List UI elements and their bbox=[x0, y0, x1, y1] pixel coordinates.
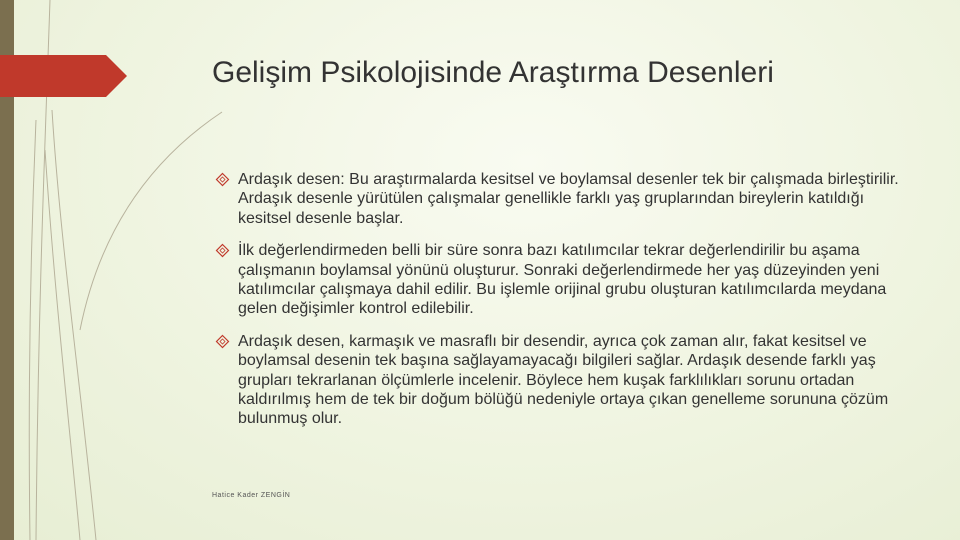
diamond-outline-icon bbox=[215, 172, 230, 187]
bullet-list bbox=[214, 170, 914, 442]
bullet-text: İlk değerlendirmeden belli bir süre sonra bazı katılımcılar tekrar değerlendirilir bu aşama çalışmanın boylamsal yönünü oluşturur. Sonraki değerlendirmede her yaş düzeyinden yeni katılımcılar çalışmaya dahil edilir. Bu işlemle orijinal grubu oluşturan katılımcılarda meydana gelen değişimler kontrol edilebilir. bbox=[238, 242, 887, 318]
diamond-outline-icon bbox=[215, 243, 230, 258]
slide-footer-author: Hatice Kader ZENGİN bbox=[212, 492, 291, 499]
bullet-text: Ardaşık desen, karmaşık ve masraflı bir desendir, ayrıca çok zaman alır, fakat kesitsel ve boylamsal desenin tek başına sağlayamayacağı bilgileri sağlar. Ardaşık desende farklı yaş grupları tekrarlanan ölçümlerle incelenir. Böylece hem kuşak farklılıkları sorunu ortadan kaldırılmış hem de tek bir doğum bölüğü nedeniyle ortaya çıkan genelleme sorununa çözüm bulunmuş olur. bbox=[238, 332, 889, 428]
bullet-item bbox=[214, 332, 914, 429]
title-accent-arrow bbox=[0, 55, 127, 97]
bullet-item bbox=[214, 241, 914, 319]
bullet-text: Ardaşık desen: Bu araştırmalarda kesitsel ve boylamsal desenler tek bir çalışmada birleştirilir. Ardaşık desenle yürütülen çalışmalar genellikle farklı yaş gruplarından bireylerin katıldığı kesitsel desenle başlar. bbox=[238, 171, 899, 227]
slide-title: Gelişim Psikolojisinde Araştırma Desenleri bbox=[212, 56, 774, 89]
diamond-outline-icon bbox=[215, 334, 230, 349]
bullet-item bbox=[214, 170, 914, 228]
